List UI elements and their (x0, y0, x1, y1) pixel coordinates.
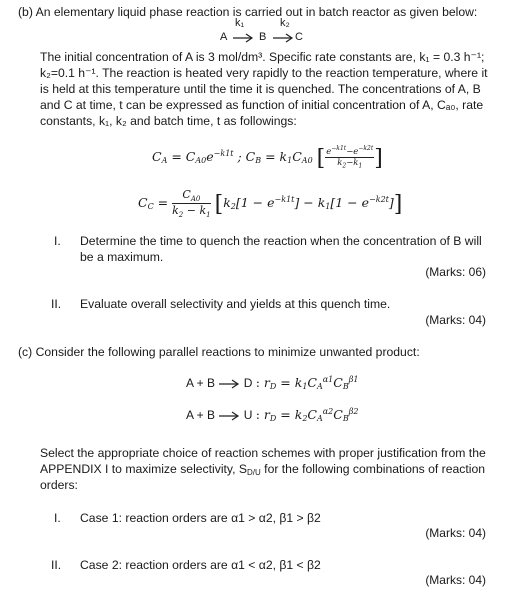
equation-cc: $C_C$ = $\frac{C_{A0}}{k_2 - k_1}$ $[k_2[1 - e^{-k1t}] - k_1[1 - e^{-k2t}]]$ (138, 188, 403, 220)
case1-text: Case 1: reaction orders are α1 > α2, β1 > β2 (80, 511, 321, 525)
q2-number: II. (51, 297, 62, 311)
eq1-ca: C (152, 148, 162, 164)
part-c-para-line2: APPENDIX I to maximize selectivity, $S_{D/U}$ for the following combinations of reaction (40, 462, 486, 477)
appendix-ref: APPENDIX I (40, 462, 109, 476)
case2-text: Case 2: reaction orders are α1 < α2, β1 < β2 (80, 558, 321, 572)
q1-text-line1: Determine the time to quench the reaction when the concentration of B will (80, 234, 482, 248)
arrow-icon (272, 33, 294, 43)
reaction-2: A + B U : $r_D = k_2C_A^{\alpha 2}C_B^{\beta 2}$ (186, 407, 359, 423)
r2-reactants: A + B (186, 408, 216, 422)
r1-product: D (243, 376, 253, 390)
arrow-icon (218, 411, 240, 421)
k1-label: k₁ (235, 17, 245, 29)
part-b-heading: (b) An elementary liquid phase reaction is carried out in batch reactor as given below: (18, 5, 478, 19)
q1-text-line2: be a maximum. (80, 250, 164, 264)
k2-label: k₂ (280, 17, 290, 29)
eq2-cc: C (138, 195, 148, 211)
part-c-para-line3: orders: (40, 478, 78, 492)
case1-number: I. (54, 511, 61, 525)
species-a: A (220, 31, 228, 43)
species-c: C (295, 31, 303, 43)
r2-product: U (243, 408, 253, 422)
arrow-icon (232, 33, 254, 43)
part-c-heading: (c) Consider the following parallel reactions to minimize unwanted product: (18, 345, 420, 359)
case1-marks: (Marks: 04) (425, 526, 486, 540)
q2-marks: (Marks: 04) (425, 313, 486, 327)
equation-ca-cb: $C_A = C_{A0}e^{-k1t}$ ; $C_B = k_1C_{A0}$ [ $\frac{e^{-k1t}-e^{-k2t}}{k_2-k_1}$ ] (152, 145, 383, 171)
r1-reactants: A + B (186, 376, 216, 390)
reaction-1: A + B D : $r_D = k_1C_A^{\alpha 1}C_B^{\beta 1}$ (186, 375, 359, 391)
case2-number: II. (51, 558, 62, 572)
q1-number: I. (54, 234, 61, 248)
part-b-description: The initial concentration of A is 3 mol/dm³. Specific rate constants are, k₁ = 0.3 h⁻¹; k₂=0.1 h⁻¹. The reaction is heated very rapidly to the reaction temperature, where it is held at this temperature until the time it is quenched. The concentrations of A, B and C at time, t can be expressed as function of initial concentration of A, Cₐ₀, rate constants, k₁, k₂ and batch time, t as followings: (40, 50, 488, 128)
q2-text: Evaluate overall selectivity and yields at this quench time. (80, 297, 391, 311)
species-b: B (259, 31, 267, 43)
reaction-scheme (218, 17, 308, 47)
part-c-para-line1: Select the appropriate choice of reaction schemes with proper justification from the (40, 446, 486, 460)
q1-marks: (Marks: 06) (425, 265, 486, 279)
arrow-icon (218, 379, 240, 389)
case2-marks: (Marks: 04) (425, 573, 486, 587)
